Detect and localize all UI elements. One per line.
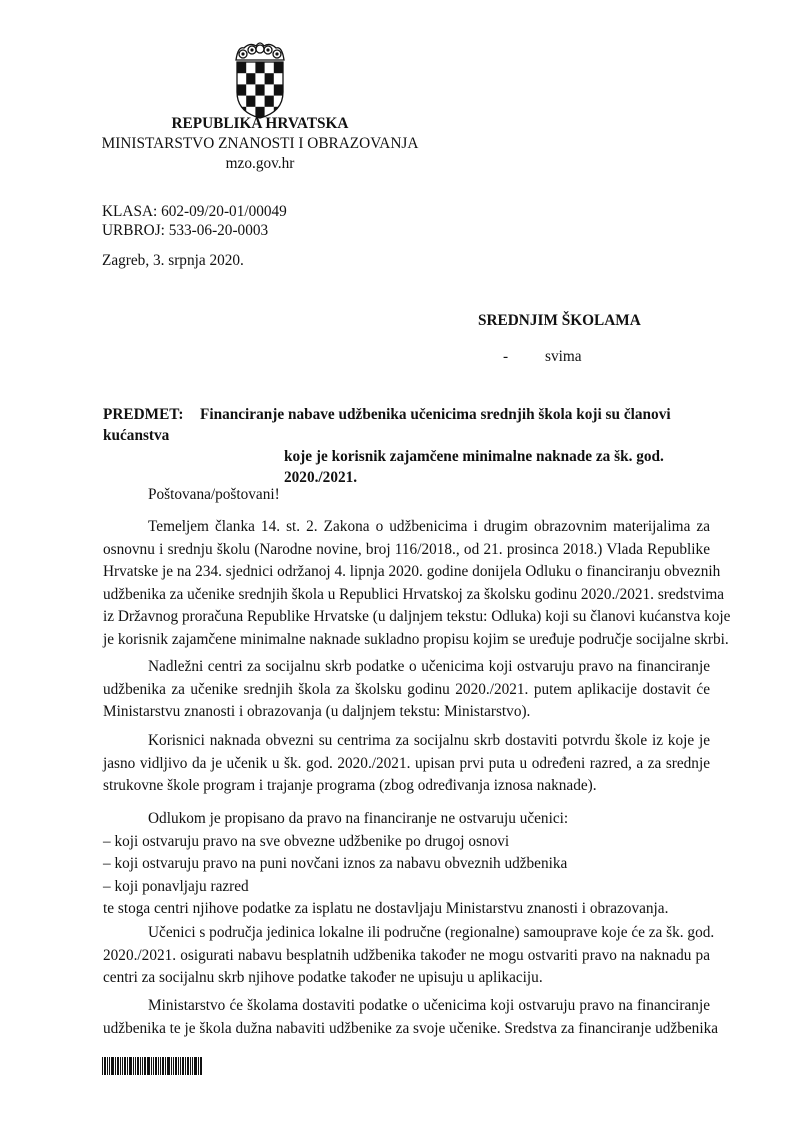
barcode-bar [137, 1057, 139, 1075]
barcode-bar [160, 1057, 161, 1075]
barcode-bar [171, 1057, 172, 1075]
barcode-bar [200, 1057, 202, 1075]
reference-numbers [102, 202, 287, 240]
ministry-website: mzo.gov.hr [225, 155, 295, 172]
urbroj-line: URBROJ: 533-06-20-0003 [102, 222, 269, 239]
paragraph-line: osnovnu i srednju školu (Narodne novine, broj 116/2018., od 21. prosinca 2018.) Vlada Republike [103, 540, 710, 558]
barcode-bar [198, 1057, 199, 1075]
barcode-bar [165, 1057, 166, 1075]
coat-of-arms-icon [232, 40, 288, 120]
barcode-bar [142, 1057, 143, 1075]
subject-line-2: koje je korisnik zajamčene minimalne naknade za šk. god. 2020./2021. [284, 448, 664, 486]
barcode-bar [133, 1057, 134, 1075]
greeting: Poštovana/poštovani! [148, 486, 280, 503]
republic-name: REPUBLIKA HRVATSKA [171, 115, 349, 132]
recipient-title: SREDNJIM ŠKOLAMA [478, 312, 641, 329]
barcode-bar [167, 1057, 170, 1075]
paragraph-line: Temeljem članka 14. st. 2. Zakona o udžbenicima i drugim obrazovnim materijalima za [148, 518, 710, 535]
barcode-bar [178, 1057, 179, 1075]
paragraph-line: iz Državnog proračuna Republike Hrvatske (u daljnjem tekstu: Odluka) koji su članovi kućanstva koje [103, 608, 731, 625]
list-item: – koji ostvaruju pravo na sve obvezne udžbenike po drugoj osnovi [103, 832, 510, 850]
subject-label: PREDMET: [103, 406, 184, 423]
paragraph-line: strukovne škole program i trajanje programa (zbog određivanja iznosa naknade). [103, 777, 597, 794]
paragraph-4 [103, 922, 715, 990]
barcode-bar [102, 1057, 103, 1075]
barcode-bar [120, 1057, 121, 1075]
barcode-bar [194, 1057, 197, 1075]
barcode-bar [117, 1057, 119, 1075]
barcode-bar [155, 1057, 157, 1075]
paragraph-line: udžbenika za učenike srednjih škola u Republici Hrvatskoj za školsku godinu 2020./2021. sredstvima [103, 585, 725, 603]
paragraph-5 [103, 995, 719, 1040]
list-intro: Odlukom je propisano da pravo na financiranje ne ostvaruju učenici: [148, 810, 569, 827]
barcode-bar [107, 1057, 108, 1075]
barcode-bar [122, 1057, 123, 1075]
place-date: Zagreb, 3. srpnja 2020. [102, 252, 244, 269]
paragraph-line: je korisnik zajamčene minimalne naknade sukladno propisu kojim se uređuje područje socijalne skrbi. [103, 630, 729, 648]
barcode-bar [180, 1057, 181, 1075]
recipient-sub-text: svima [545, 348, 582, 365]
letterhead [100, 114, 420, 174]
list-outro: te stoga centri njihove podatke za isplatu ne dostavljaju Ministarstvu znanosti i obrazovanja. [103, 900, 669, 917]
paragraph-line: centri za socijalnu skrb njihove podatke također ne upisuju u aplikaciju. [103, 969, 543, 986]
list-item: – koji ponavljaju razred [103, 877, 249, 895]
barcode-bar [135, 1057, 136, 1075]
barcode-bar [185, 1057, 186, 1075]
klasa-line: KLASA: 602-09/20-01/00049 [102, 203, 287, 220]
subject-line-1: Financiranje nabave udžbenika učenicima srednjih škola koji su članovi kućanstva [103, 406, 671, 444]
barcode-bar [173, 1057, 174, 1075]
paragraph-line: Ministarstvo će školama dostaviti podatke o učenicima koji ostvaruju pravo na financiranje [148, 997, 710, 1014]
paragraph-2 [103, 656, 710, 724]
barcode-bar [153, 1057, 154, 1075]
paragraph-line: Nadležni centri za socijalnu skrb podatke o učenicima koji ostvaruju pravo na financiranje [148, 658, 710, 675]
paragraph-1 [103, 516, 731, 651]
barcode-bar [158, 1057, 159, 1075]
paragraph-3 [103, 730, 710, 798]
barcode-bar [124, 1057, 126, 1075]
barcode-bar [190, 1057, 191, 1075]
paragraph-line: jasno vidljivo da je učenik u šk. god. 2020./2021. upisan prvi puta u određeni razred, a za srednje [103, 754, 710, 772]
paragraph-line: Učenici s područja jedinica lokalne ili područne (regionalne) samouprave koje će za šk. god. [148, 924, 715, 941]
barcode-bar [147, 1057, 150, 1075]
recipient-sub [503, 346, 582, 369]
paragraph-line: Hrvatske je na 234. sjednici održanoj 4. lipnja 2020. godine donijela Odluku o financiranju obveznih [103, 563, 721, 580]
ministry-name: MINISTARSTVO ZNANOSTI I OBRAZOVANJA [101, 135, 419, 152]
barcode-bar [127, 1057, 128, 1075]
barcode-bar [162, 1057, 164, 1075]
barcode-icon [102, 1057, 230, 1075]
barcode-bar [192, 1057, 193, 1075]
barcode-bar [151, 1057, 152, 1075]
barcode-bar [104, 1057, 106, 1075]
paragraph-line: Ministarstvu znanosti i obrazovanja (u daljnjem tekstu: Ministarstvo). [103, 703, 531, 720]
paragraph-line: udžbenika te je škola dužna nabaviti udžbenike za svoje učenike. Sredstva za financiranje udžbenika [103, 1019, 719, 1037]
barcode-bar [140, 1057, 141, 1075]
barcode-bar [109, 1057, 110, 1075]
barcode-bar [187, 1057, 189, 1075]
barcode-bar [175, 1057, 177, 1075]
paragraph-line: 2020./2021. osigurati nabavu besplatnih udžbenika također ne mogu ostvariti pravo na naknadu pa [103, 946, 710, 964]
barcode-bar [115, 1057, 116, 1075]
barcode-bar [144, 1057, 146, 1075]
barcode-bar [111, 1057, 114, 1075]
subject-block [103, 404, 713, 488]
list-item: – koji ostvaruju pravo na puni novčani iznos za nabavu obveznih udžbenika [103, 855, 568, 872]
paragraph-line: Korisnici naknada obvezni su centrima za socijalnu skrb dostaviti potvrdu škole iz koje je [148, 732, 710, 749]
barcode-bar [129, 1057, 132, 1075]
recipient-dash: - [503, 348, 509, 365]
barcode-bar [182, 1057, 184, 1075]
exclusion-list [103, 808, 723, 921]
paragraph-line: udžbenika za učenike srednjih škola za školsku godinu 2020./2021. putem aplikacije dostavit će [103, 680, 710, 698]
